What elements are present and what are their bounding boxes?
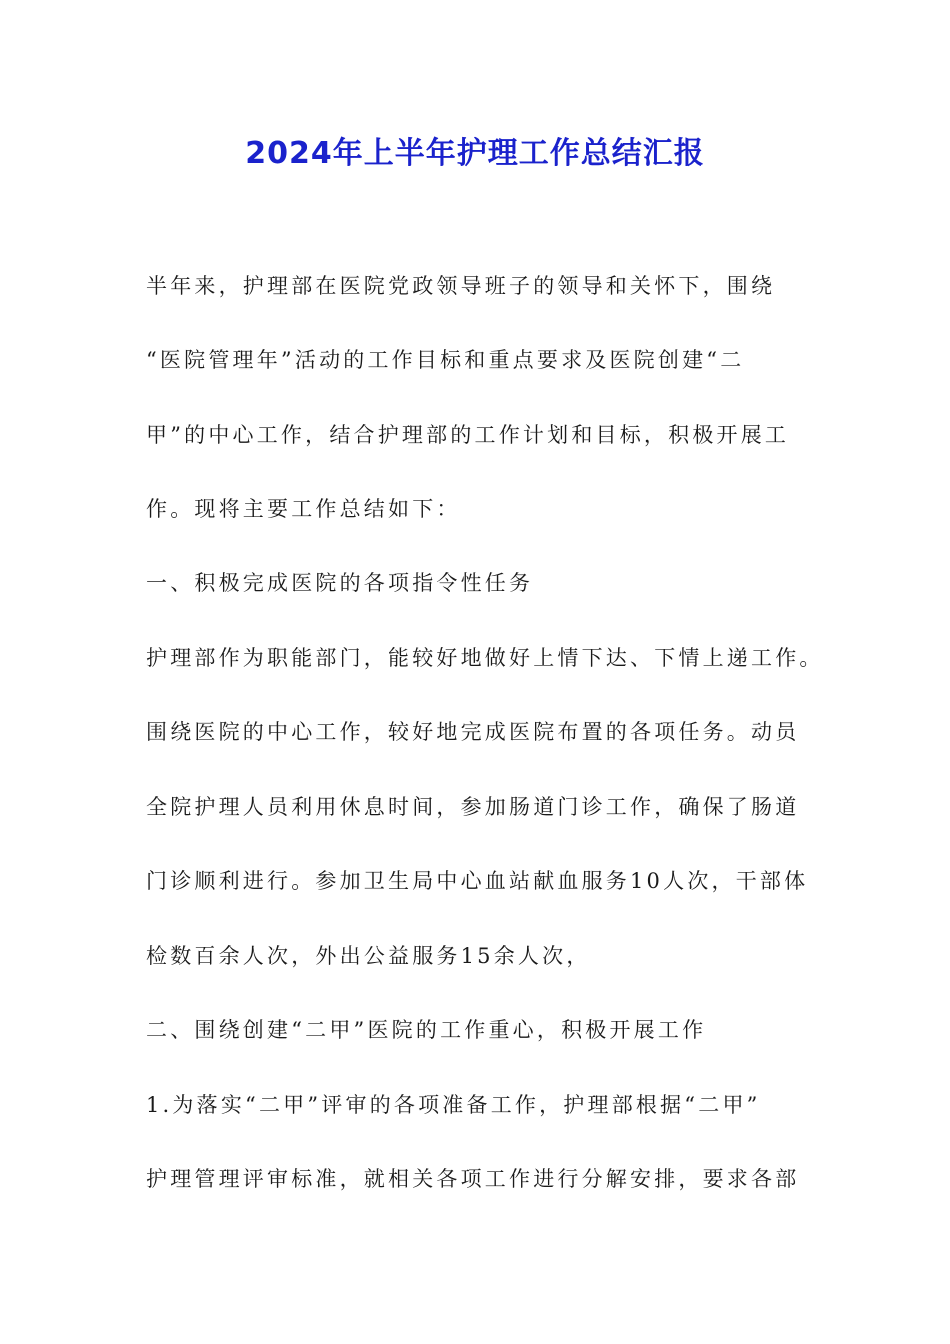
- paragraph-line: 检数百余人次，外出公益服务15余人次，: [146, 944, 591, 968]
- paragraph-line: 护理部作为职能部门，能较好地做好上情下达、下情上递工作。: [146, 646, 824, 670]
- paragraph-line: 半年来，护理部在医院党政领导班子的领导和关怀下，围绕: [146, 274, 776, 298]
- document-title: 2024年上半年护理工作总结汇报: [245, 136, 705, 171]
- paragraph-line: 门诊顺利进行。参加卫生局中心血站献血服务10人次，干部体: [146, 869, 809, 893]
- section-heading: 一、积极完成医院的各项指令性任务: [146, 571, 534, 595]
- paragraph-line: 护理管理评审标准，就相关各项工作进行分解安排，要求各部: [146, 1167, 800, 1191]
- paragraph-line: 作。现将主要工作总结如下：: [146, 497, 461, 521]
- paragraph-line: 甲”的中心工作，结合护理部的工作计划和目标，积极开展工: [146, 423, 790, 447]
- paragraph-line: 1.为落实“二甲”评审的各项准备工作，护理部根据“二甲”: [146, 1093, 761, 1117]
- paragraph-line: 围绕医院的中心工作，较好地完成医院布置的各项任务。动员: [146, 720, 800, 744]
- paragraph-line: 全院护理人员利用休息时间，参加肠道门诊工作，确保了肠道: [146, 795, 800, 819]
- paragraph-line: “医院管理年”活动的工作目标和重点要求及医院创建“二: [146, 348, 745, 372]
- section-heading: 二、围绕创建“二甲”医院的工作重心，积极开展工作: [146, 1018, 707, 1042]
